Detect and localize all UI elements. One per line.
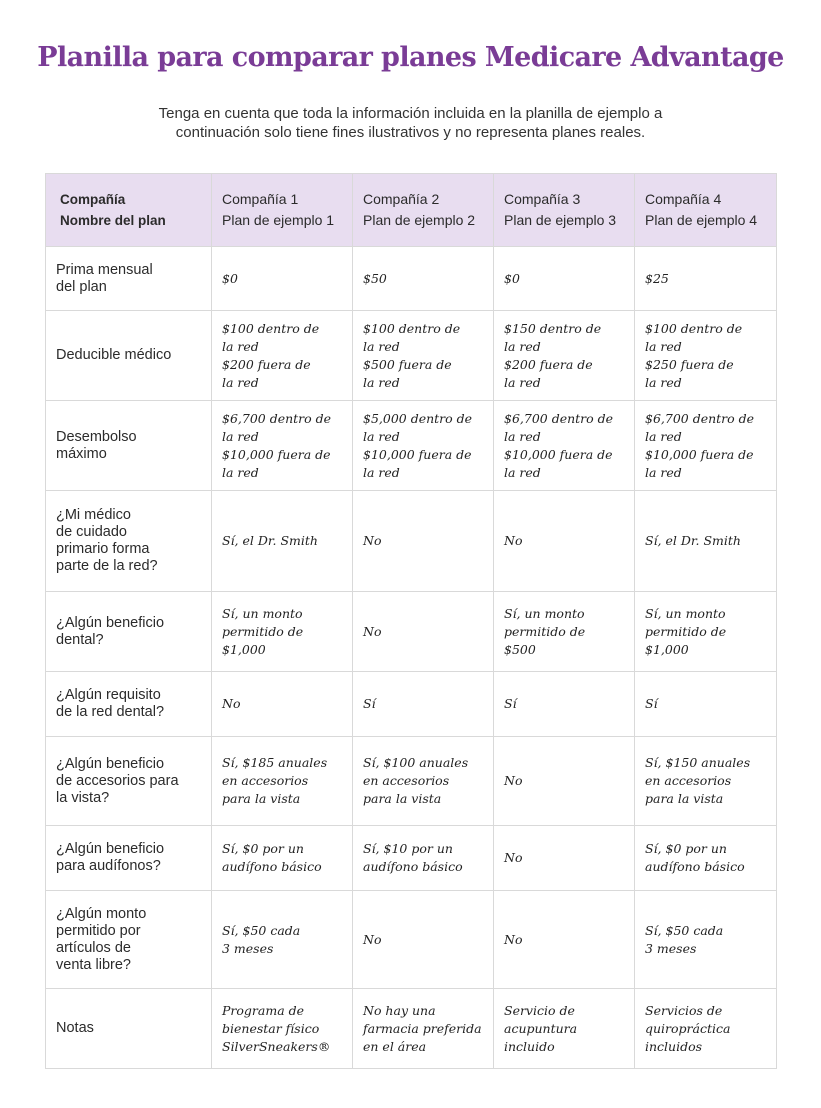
value-line: permitido de: [222, 623, 304, 639]
plan-1-value: [212, 247, 353, 311]
value-line: en accesorios: [363, 773, 450, 788]
value-line: Sí, $0 por un: [645, 841, 727, 856]
row-label-line: la vista?: [56, 789, 110, 806]
value-line: 3 meses: [222, 940, 274, 956]
row-label-line: Prima mensual: [56, 261, 153, 278]
value-line: No: [504, 773, 523, 788]
plan-4-value: [635, 311, 777, 401]
value-line: la red: [222, 464, 259, 480]
value-line: $50: [363, 270, 387, 286]
value-line: $0: [222, 270, 238, 286]
row-label-line: de la red dental?: [56, 704, 165, 720]
value-line: $200 fuera de: [222, 356, 311, 372]
value-line: $150 dentro de: [504, 320, 602, 336]
value-line: $100 dentro de: [645, 320, 743, 336]
plan-1-value: [212, 592, 353, 672]
header-line: Compañía 1: [222, 191, 299, 207]
table-row: [46, 247, 777, 311]
value-line: No: [363, 931, 382, 947]
plan-3-value: [494, 401, 635, 491]
value-line: incluidos: [645, 1038, 703, 1054]
row-label-line: Notas: [56, 1020, 94, 1036]
value-line: No: [363, 623, 382, 639]
row-label: [46, 592, 212, 672]
value-line: $500: [504, 641, 536, 657]
row-label-line: ¿Algún beneficio: [56, 841, 165, 857]
row-label-line: dental?: [56, 631, 104, 648]
value-line: la red: [222, 428, 259, 444]
plan-3-value: [494, 247, 635, 311]
plan-4-value: [635, 737, 777, 826]
value-line: Sí, $100 anuales: [363, 755, 469, 770]
table-row: [46, 592, 777, 672]
value-line: SilverSneakers®: [222, 1038, 331, 1054]
plan-1-value: [212, 311, 353, 401]
value-line: Sí: [363, 696, 376, 711]
value-line: No: [504, 931, 523, 947]
plan-3-value: [494, 491, 635, 592]
value-line: la red: [363, 374, 400, 390]
value-line: $1,000: [222, 641, 266, 657]
plan-3-value: [494, 989, 635, 1069]
value-line: la red: [504, 428, 541, 444]
intro-line: continuación solo tiene fines ilustrativos y no representa planes reales.: [175, 124, 646, 141]
table-header-row: [46, 174, 777, 247]
row-label: [46, 989, 212, 1069]
table-body: [46, 247, 777, 1069]
value-line: Sí, un monto: [504, 605, 585, 621]
plan-3-value: [494, 592, 635, 672]
value-line: $200 fuera de: [504, 356, 593, 372]
value-line: Sí, $185 anuales: [222, 755, 328, 770]
value-line: $10,000 fuera de: [504, 446, 613, 462]
header-line: Compañía: [60, 192, 126, 207]
value-line: la red: [504, 374, 541, 390]
plan-2-value: [353, 891, 494, 989]
plan-4-value: [635, 672, 777, 737]
value-line: No: [504, 850, 523, 865]
value-line: Servicios de: [645, 1002, 723, 1018]
table-row: [46, 826, 777, 891]
value-line: Servicio de: [504, 1002, 575, 1018]
plan-4-value: [635, 989, 777, 1069]
value-line: $10,000 fuera de: [363, 446, 472, 462]
value-line: la red: [504, 338, 541, 354]
value-line: No: [504, 533, 523, 548]
table-row: [46, 737, 777, 826]
table-row: [46, 891, 777, 989]
value-line: $6,700 dentro de: [504, 410, 614, 426]
plan-2-value: [353, 737, 494, 826]
value-line: No: [363, 533, 382, 548]
value-line: la red: [222, 374, 259, 390]
row-label-line: de cuidado: [56, 524, 127, 540]
header-line: Plan de ejemplo 1: [222, 212, 335, 228]
value-line: la red: [222, 338, 259, 354]
plan-3-value: [494, 826, 635, 891]
plan-4-value: [635, 891, 777, 989]
row-label-line: Desembolso: [56, 428, 137, 445]
value-line: la red: [645, 464, 682, 480]
header-cell-labels: [46, 174, 212, 247]
plan-3-value: [494, 672, 635, 737]
value-line: la red: [363, 338, 400, 354]
value-line: para la vista: [363, 791, 442, 806]
value-line: $10,000 fuera de: [222, 446, 331, 462]
table-row: [46, 672, 777, 737]
plan-2-value: [353, 592, 494, 672]
row-label-line: Deducible médico: [56, 347, 172, 363]
value-line: $6,700 dentro de: [222, 410, 332, 426]
value-line: bienestar físico: [222, 1020, 320, 1036]
value-line: en el área: [363, 1038, 427, 1054]
value-line: Sí, $0 por un: [222, 841, 304, 856]
plan-3-value: [494, 891, 635, 989]
value-line: permitido de: [504, 623, 586, 639]
row-label-line: para audífonos?: [56, 858, 161, 874]
value-line: $5,000 dentro de: [363, 410, 473, 426]
value-line: incluido: [504, 1038, 555, 1054]
row-label: [46, 891, 212, 989]
row-label-line: permitido por: [56, 922, 141, 939]
header-line: Nombre del plan: [60, 213, 166, 228]
comparison-table: [45, 173, 777, 1069]
value-line: $1,000: [645, 641, 689, 657]
value-line: farmacia preferida: [363, 1020, 482, 1036]
value-line: Sí, el Dr. Smith: [645, 533, 741, 548]
value-line: $10,000 fuera de: [645, 446, 754, 462]
value-line: $250 fuera de: [645, 356, 734, 372]
plan-2-value: [353, 311, 494, 401]
value-line: audífono básico: [222, 859, 322, 874]
plan-1-value: [212, 891, 353, 989]
row-label-line: venta libre?: [56, 956, 131, 973]
value-line: Sí, $50 cada: [222, 922, 301, 938]
row-label-line: ¿Algún requisito: [56, 687, 161, 703]
value-line: Programa de: [222, 1002, 305, 1018]
value-line: 3 meses: [645, 940, 697, 956]
value-line: la red: [363, 464, 400, 480]
row-label-line: del plan: [56, 278, 107, 295]
plan-1-value: [212, 826, 353, 891]
value-line: $100 dentro de: [222, 320, 320, 336]
value-line: la red: [504, 464, 541, 480]
row-label-line: artículos de: [56, 939, 131, 956]
header-line: Plan de ejemplo 4: [645, 212, 758, 228]
header-line: Compañía 2: [363, 191, 440, 207]
value-line: la red: [645, 374, 682, 390]
plan-1-value: [212, 672, 353, 737]
plan-2-value: [353, 826, 494, 891]
plan-4-value: [635, 247, 777, 311]
row-label: [46, 311, 212, 401]
value-line: Sí, el Dr. Smith: [222, 533, 318, 548]
plan-4-value: [635, 826, 777, 891]
page-title: Planilla para comparar planes Medicare Advantage: [37, 42, 784, 73]
plan-2-value: [353, 672, 494, 737]
value-line: audífono básico: [645, 859, 745, 874]
row-label-line: máximo: [56, 445, 107, 462]
row-label: [46, 491, 212, 592]
row-label: [46, 672, 212, 737]
row-label-line: ¿Algún beneficio: [56, 755, 165, 772]
value-line: la red: [645, 428, 682, 444]
row-label-line: ¿Algún monto: [56, 905, 147, 922]
value-line: $6,700 dentro de: [645, 410, 755, 426]
intro-text: [0, 104, 821, 142]
value-line: quiropráctica: [645, 1020, 731, 1036]
row-label-line: ¿Mi médico: [56, 507, 131, 523]
row-label-line: ¿Algún beneficio: [56, 614, 165, 631]
header-cell-plan-4: [635, 174, 777, 247]
value-line: en accesorios: [222, 773, 309, 788]
header-line: Compañía 4: [645, 191, 722, 207]
plan-1-value: [212, 401, 353, 491]
table-row: [46, 401, 777, 491]
header-cell-plan-2: [353, 174, 494, 247]
value-line: Sí, un monto: [645, 605, 726, 621]
value-line: la red: [363, 428, 400, 444]
plan-2-value: [353, 989, 494, 1069]
plan-4-value: [635, 592, 777, 672]
value-line: la red: [645, 338, 682, 354]
plan-4-value: [635, 401, 777, 491]
value-line: Sí: [645, 696, 658, 711]
plan-2-value: [353, 491, 494, 592]
row-label-line: primario forma: [56, 541, 150, 557]
value-line: $100 dentro de: [363, 320, 461, 336]
value-line: $0: [504, 270, 520, 286]
header-line: Compañía 3: [504, 191, 581, 207]
value-line: para la vista: [645, 791, 724, 806]
value-line: Sí: [504, 696, 517, 711]
plan-2-value: [353, 401, 494, 491]
intro-line: Tenga en cuenta que toda la información incluida en la planilla de ejemplo a: [158, 105, 663, 122]
row-label: [46, 247, 212, 311]
row-label-line: de accesorios para: [56, 772, 179, 789]
value-line: acupuntura: [504, 1020, 578, 1036]
header-line: Plan de ejemplo 2: [363, 212, 476, 228]
value-line: audífono básico: [363, 859, 463, 874]
header-line: Plan de ejemplo 3: [504, 212, 617, 228]
table-row: [46, 311, 777, 401]
value-line: para la vista: [222, 791, 301, 806]
table-row: [46, 989, 777, 1069]
value-line: No hay una: [363, 1002, 436, 1018]
row-label: [46, 826, 212, 891]
plan-4-value: [635, 491, 777, 592]
header-cell-plan-1: [212, 174, 353, 247]
plan-1-value: [212, 989, 353, 1069]
header-cell-plan-3: [494, 174, 635, 247]
plan-1-value: [212, 737, 353, 826]
value-line: $25: [645, 270, 669, 286]
row-label: [46, 737, 212, 826]
plan-2-value: [353, 247, 494, 311]
value-line: $500 fuera de: [363, 356, 452, 372]
value-line: Sí, $150 anuales: [645, 755, 751, 770]
plan-3-value: [494, 737, 635, 826]
row-label: [46, 401, 212, 491]
row-label-line: parte de la red?: [56, 558, 158, 574]
value-line: permitido de: [645, 623, 727, 639]
plan-3-value: [494, 311, 635, 401]
table-row: [46, 491, 777, 592]
value-line: Sí, $10 por un: [363, 841, 453, 856]
value-line: No: [222, 696, 241, 711]
value-line: Sí, $50 cada: [645, 922, 724, 938]
value-line: en accesorios: [645, 773, 732, 788]
value-line: Sí, un monto: [222, 605, 303, 621]
plan-1-value: [212, 491, 353, 592]
